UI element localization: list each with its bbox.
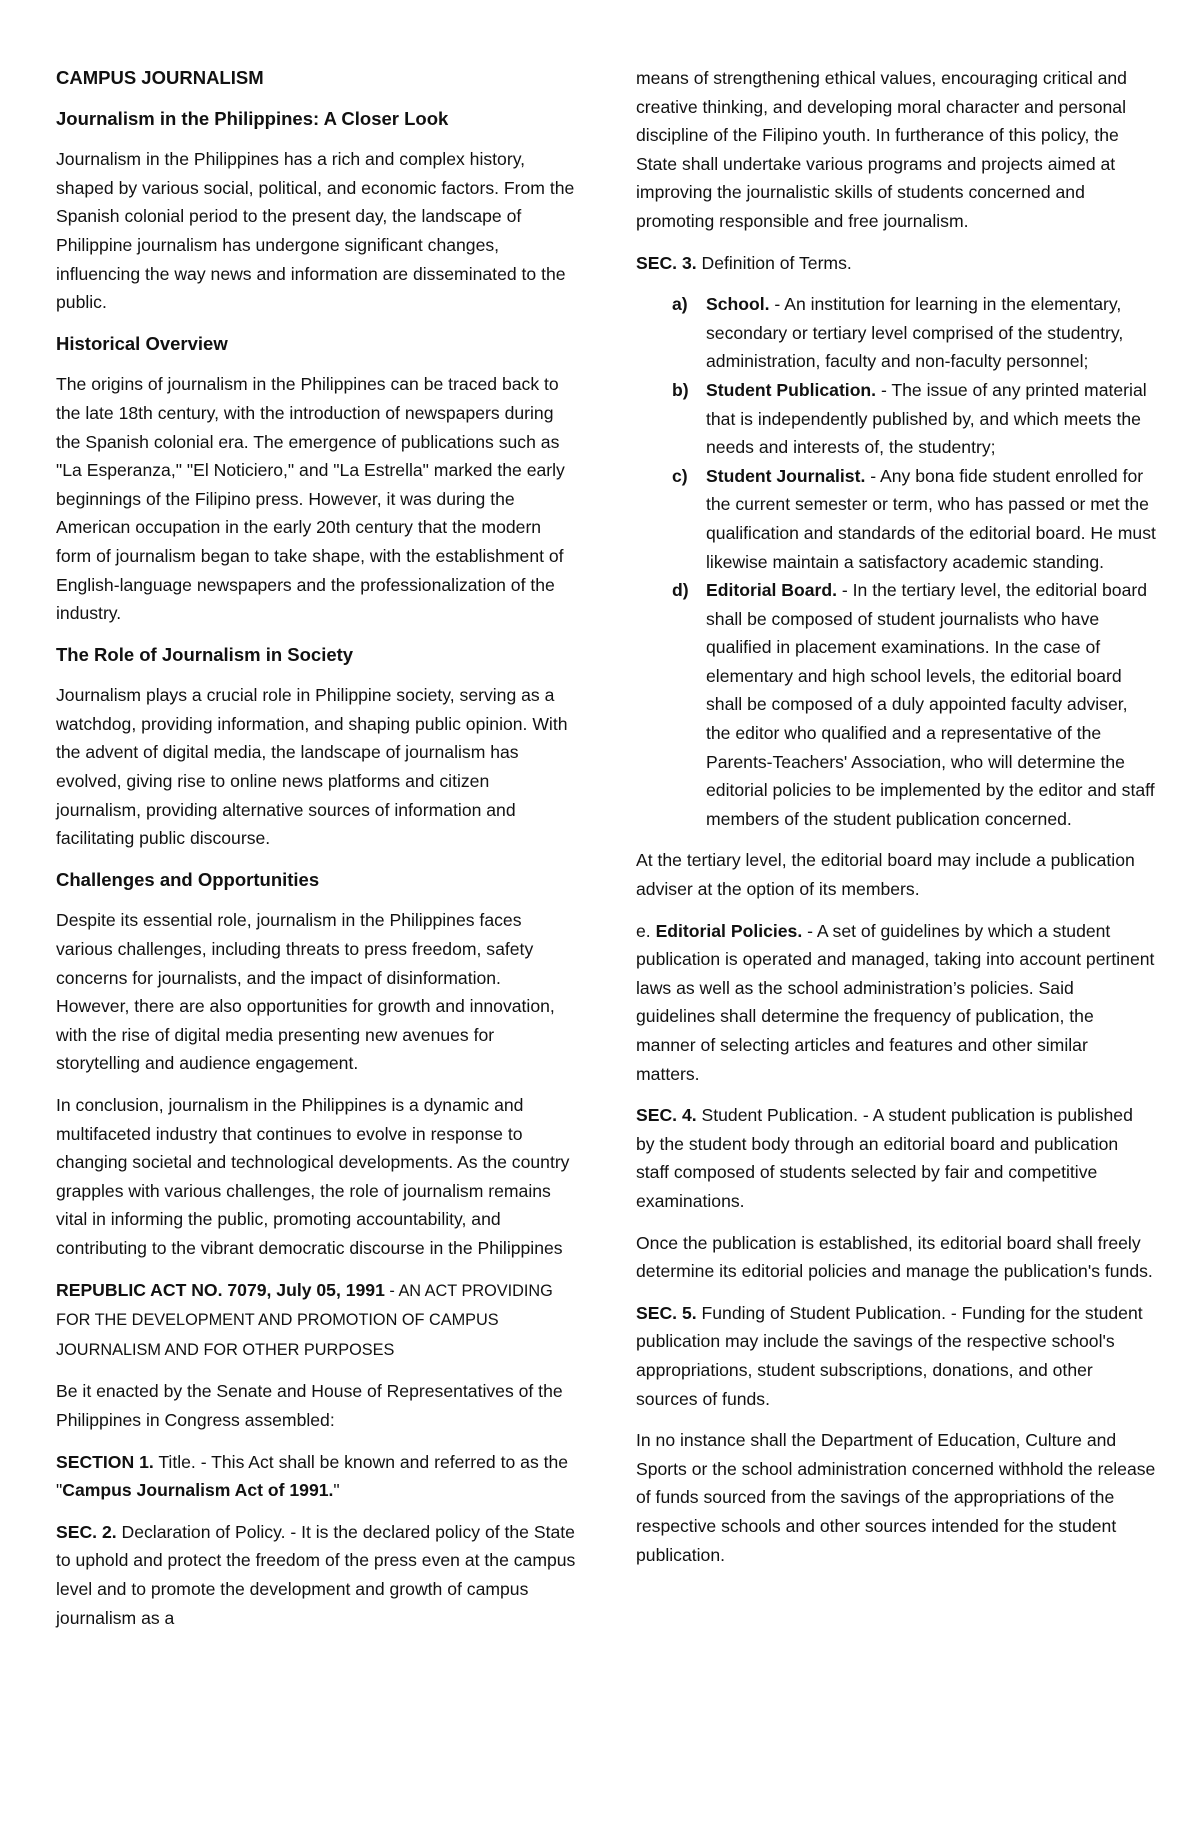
challenges-paragraph: Despite its essential role, journalism in the Philippines faces various challenges, including threats to press freedom, safety concerns for journalists, and the impact of disinformation. However, there are also opportunities for growth and innovation, with the rise of digital media presenting new avenues for storytelling and audience engagement.	[56, 910, 555, 1074]
section-3-text: Definition of Terms.	[696, 252, 852, 273]
definition-item	[636, 290, 1156, 376]
section-2-text: Declaration of Policy. - It is the declared policy of the State to uphold and protect the freedom of the press even at the campus level and to promote the development and growth of campus journalism as a	[56, 1521, 576, 1628]
right-column	[636, 64, 1156, 1569]
definition-text: - The issue of any printed material that is independently published by, and which meets the needs and interests of, the studentry;	[706, 379, 1147, 458]
section-1	[56, 1448, 576, 1505]
enacting-clause: Be it enacted by the Senate and House of Representatives of the Philippines in Congress assembled:	[56, 1381, 563, 1430]
definition-item	[636, 376, 1156, 462]
tertiary-level-note: At the tertiary level, the editorial board may include a publication adviser at the option of its members.	[636, 850, 1135, 900]
definition-text: - An institution for learning in the elementary, secondary or tertiary level comprised of the studentry, administration, faculty and non-faculty personnel;	[706, 294, 1124, 372]
section-3	[636, 249, 1156, 278]
definition-text: - In the tertiary level, the editorial board shall be composed of student journalists who have qualified in placement examinations. In the case of elementary and high school levels, the editorial board shall be composed of a duly appointed faculty adviser, the editor who qualified and a representative of the Parents-Teachers' Association, who will determine the editorial policies to be implemented by the editor and staff members of the student publication concerned.	[706, 580, 1155, 829]
definition-item	[636, 576, 1156, 833]
definition-letter: d)	[672, 580, 689, 601]
section-4-text: Student Publication. - A student publication is published by the student body through an editorial board and publication staff composed of students selected by fair and competitive examinations.	[636, 1105, 1133, 1211]
definition-term: Student Publication.	[706, 379, 877, 400]
definition-e-text: - A set of guidelines by which a student publication is operated and managed, taking into account pertinent laws as well as the school administration’s policies. Said guidelines shall determine the frequency of publication, the manner of selecting articles and features and other similar matters.	[636, 920, 1155, 1084]
republic-act-number: REPUBLIC ACT NO. 7079, July 05, 1991	[56, 1279, 385, 1300]
section-1-end: "	[333, 1480, 340, 1501]
role-heading: The Role of Journalism in Society	[56, 643, 354, 665]
document-title: CAMPUS JOURNALISM	[56, 67, 264, 88]
section-5-text: Funding of Student Publication. - Funding for the student publication may include the savings of the respective school's appropriations, student subscriptions, donations, and other sources of funds.	[636, 1302, 1143, 1409]
definitions-list	[636, 290, 1156, 833]
definition-e	[636, 917, 1156, 1089]
section-1-text: Title. - This Act shall be known and referred to as the "	[56, 1451, 569, 1501]
section-2	[56, 1518, 576, 1632]
republic-act-description: - AN ACT PROVIDING FOR THE DEVELOPMENT AND PROMOTION OF CAMPUS JOURNALISM AND FOR OTHER PURPOSES	[56, 1281, 553, 1359]
funds-withholding-paragraph: In no instance shall the Department of Education, Culture and Sports or the school administration concerned withhold the release of funds sourced from the savings of the appropriations of the respective schools and other sources intended for the student publication.	[636, 1430, 1156, 1565]
definition-term: Student Journalist.	[706, 465, 866, 486]
section-5-label: SEC. 5.	[636, 1302, 697, 1323]
publication-established-paragraph: Once the publication is established, its editorial board shall freely determine its editorial policies and manage the publication's funds.	[636, 1232, 1153, 1282]
role-paragraph: Journalism plays a crucial role in Philippine society, serving as a watchdog, providing information, and shaping public opinion. With the advent of digital media, the landscape of journalism has evolved, giving rise to online news platforms and citizen journalism, providing alternative sources of information and facilitating public discourse.	[56, 685, 568, 849]
republic-act-heading	[56, 1276, 576, 1365]
section-2-label: SEC. 2.	[56, 1521, 117, 1542]
act-short-title: Campus Journalism Act of 1991.	[62, 1480, 334, 1501]
section-2-continued: means of strengthening ethical values, encouraging critical and creative thinking, and developing moral character and personal discipline of the Filipino youth. In furtherance of this policy, the State shall undertake various programs and projects aimed at improving the journalistic skills of students concerned and promoting responsible and free journalism.	[636, 68, 1127, 231]
section-3-label: SEC. 3.	[636, 252, 697, 273]
article-title: Journalism in the Philippines: A Closer Look	[56, 107, 449, 129]
definition-text: - Any bona fide student enrolled for the current semester or term, who has passed or met the qualification and standards of the editorial board. He must likewise maintain a satisfactory academic standing.	[706, 465, 1156, 572]
section-4	[636, 1101, 1156, 1215]
conclusion-paragraph: In conclusion, journalism in the Philippines is a dynamic and multifaceted industry that continues to evolve in response to changing societal and technological developments. As the country grapples with various challenges, the role of journalism remains vital in informing the public, promoting accountability, and contributing to the vibrant democratic discourse in the Philippines	[56, 1095, 570, 1258]
section-4-label: SEC. 4.	[636, 1105, 697, 1126]
section-5	[636, 1299, 1156, 1413]
definition-letter: b)	[672, 379, 689, 400]
section-1-label: SECTION 1.	[56, 1451, 154, 1472]
definition-term: Editorial Board.	[706, 580, 837, 601]
historical-overview-paragraph: The origins of journalism in the Philippines can be traced back to the late 18th century, with the introduction of newspapers during the Spanish colonial era. The emergence of publications such as "La Esperanza," "El Noticiero," and "La Estrella" marked the early beginnings of the Filipino press. However, it was during the American occupation in the early 20th century that the modern form of journalism began to take shape, with the establishment of English-language newspapers and the professionalization of the industry.	[56, 374, 565, 624]
definition-letter: c)	[672, 465, 688, 486]
definition-item	[636, 462, 1156, 576]
definition-letter: a)	[672, 294, 688, 315]
definition-e-prefix: e.	[636, 920, 656, 941]
left-column	[56, 64, 576, 1632]
definition-e-term: Editorial Policies.	[655, 920, 803, 941]
historical-overview-heading: Historical Overview	[56, 332, 228, 354]
definition-term: School.	[706, 294, 770, 315]
intro-paragraph: Journalism in the Philippines has a rich and complex history, shaped by various social, political, and economic factors. From the Spanish colonial period to the present day, the landscape of Philippine journalism has undergone significant changes, influencing the way news and information are disseminated to the public.	[56, 149, 575, 313]
challenges-heading: Challenges and Opportunities	[56, 868, 320, 890]
